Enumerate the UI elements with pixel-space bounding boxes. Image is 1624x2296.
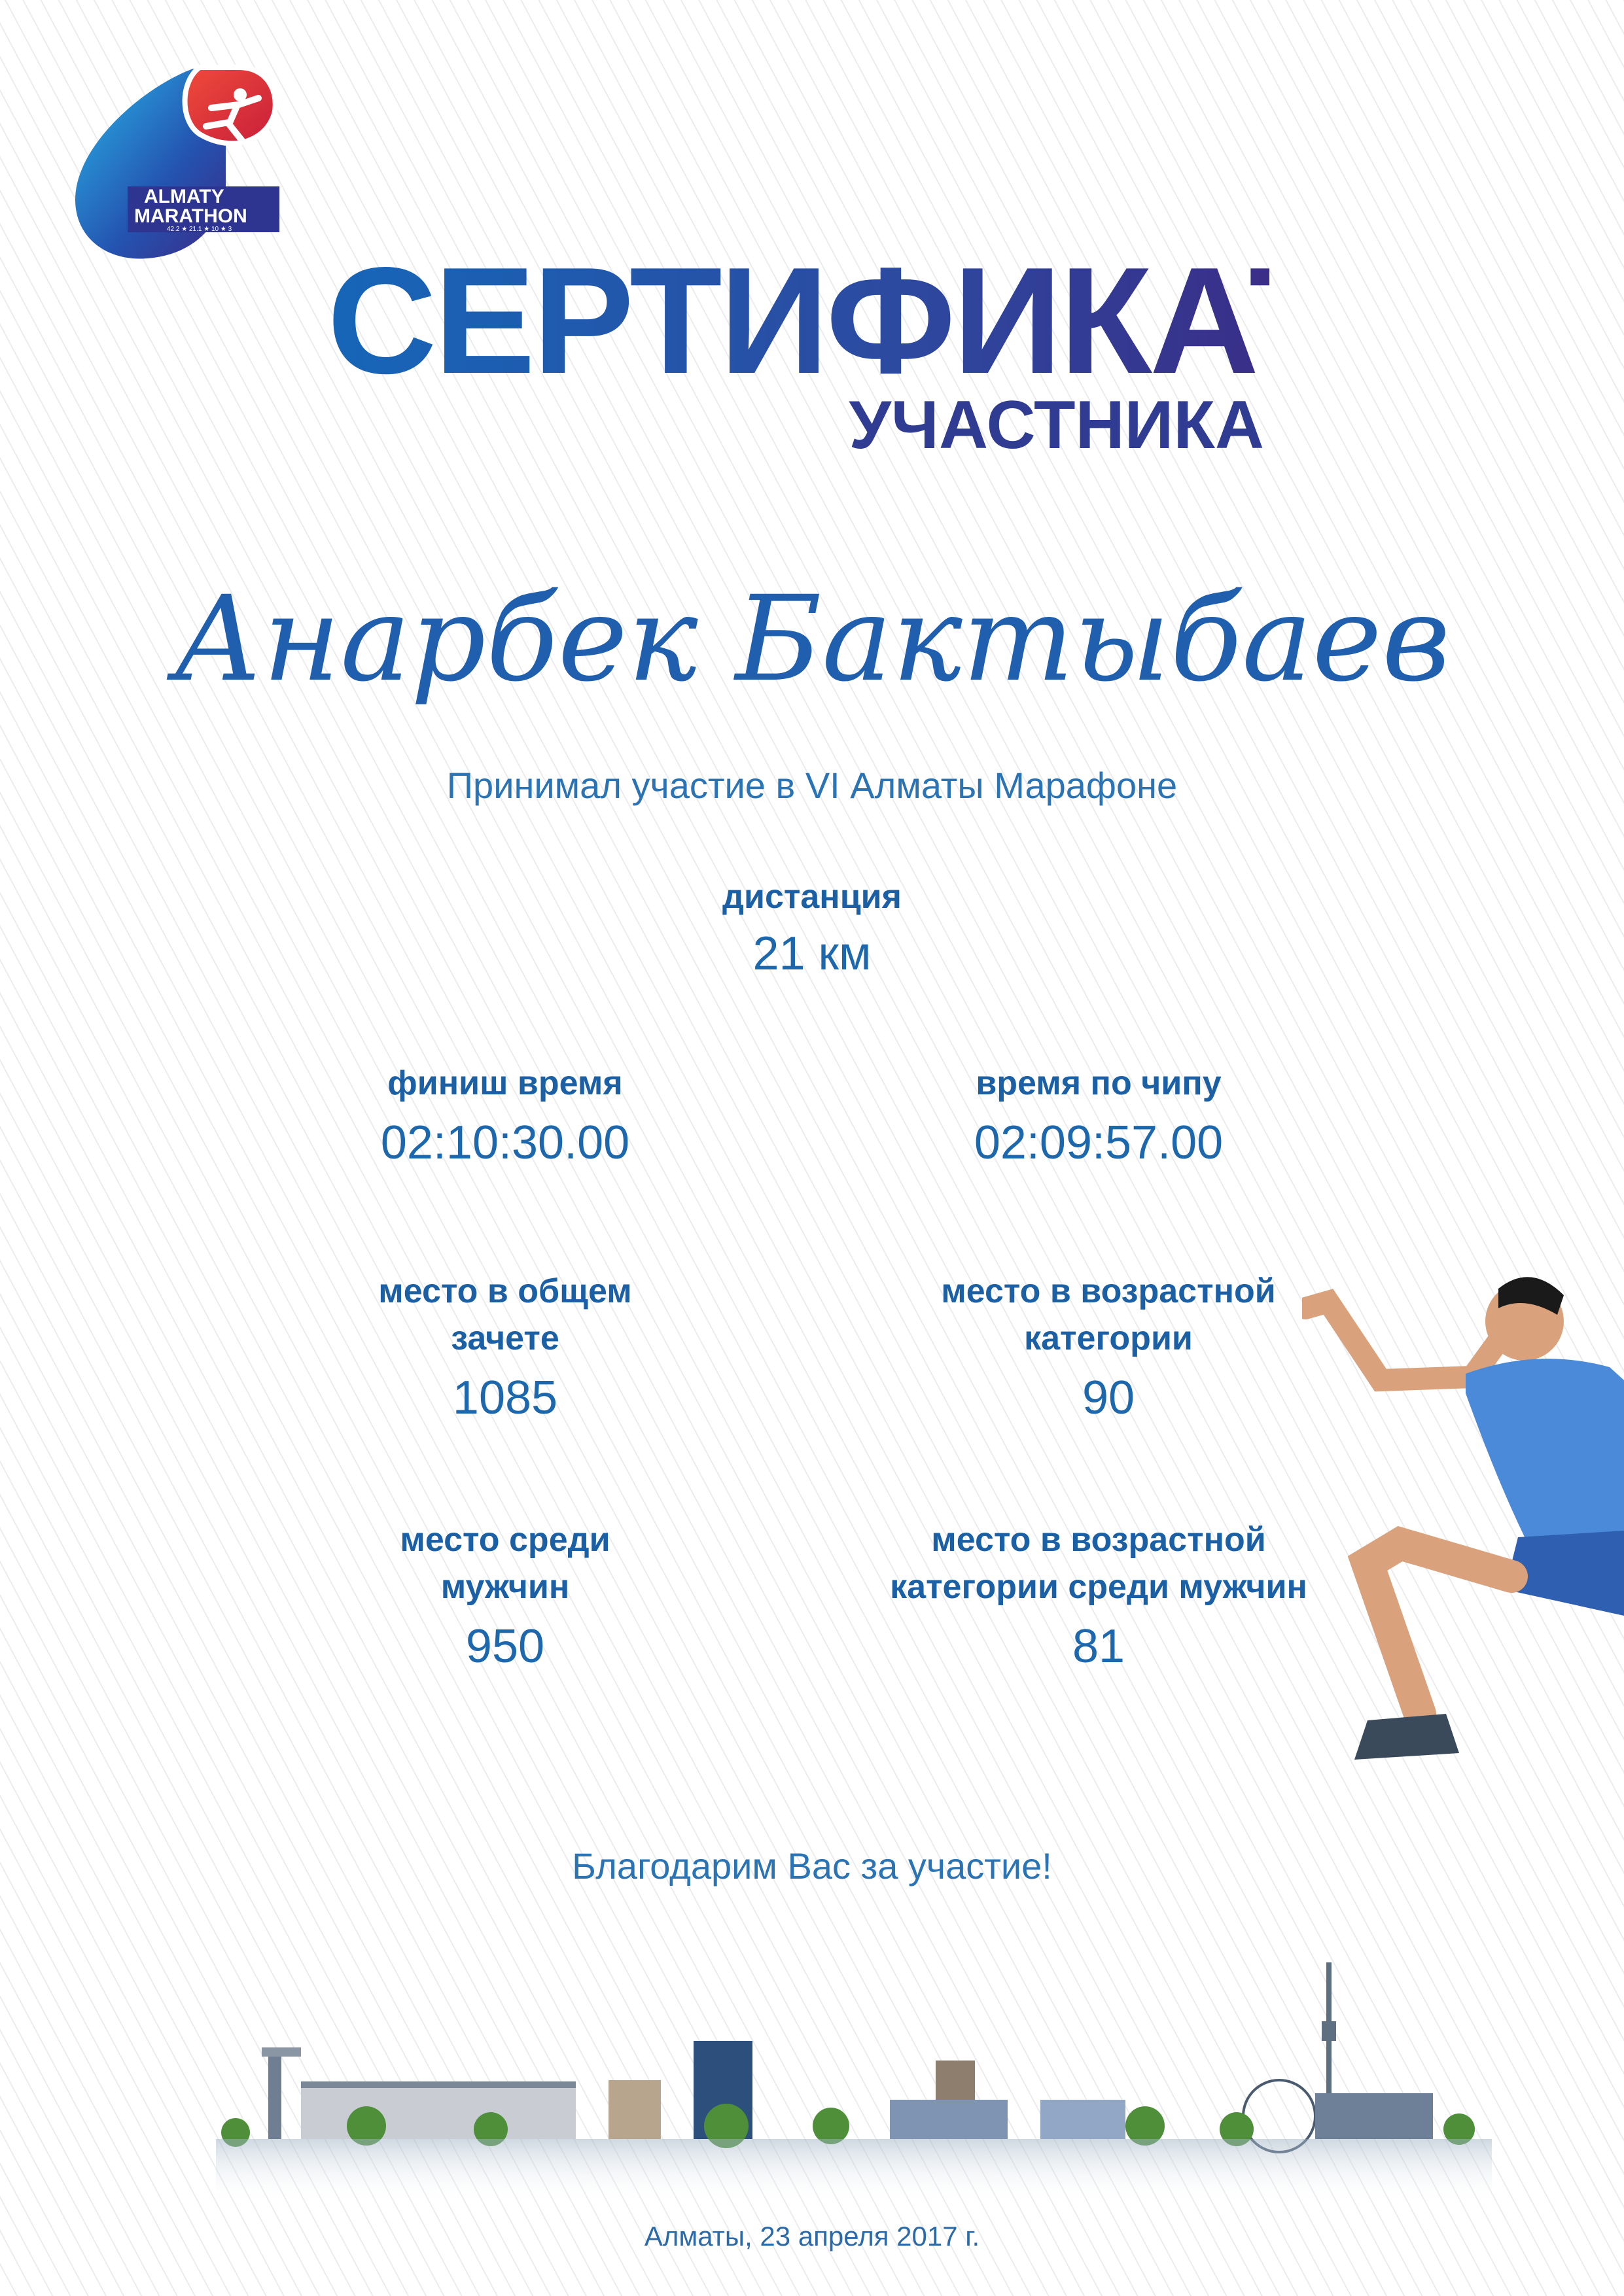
event-date: Алматы, 23 апреля 2017 г.	[644, 2221, 980, 2252]
distance-block	[616, 873, 1008, 981]
logo-text-distances: 42.2 ★ 21.1 ★ 10 ★ 3	[167, 226, 232, 233]
almaty-skyline-image	[216, 1930, 1492, 2204]
certificate-title: СЕРТИФИКАТ	[327, 236, 1339, 406]
runner-image	[1302, 1262, 1624, 1792]
logo-text-marathon: MARATHON	[134, 205, 247, 227]
almaty-marathon-logo	[69, 62, 285, 265]
thanks-text: Благодарим Вас за участие!	[572, 1845, 1052, 1887]
finish-time-label: финиш время	[387, 1064, 623, 1102]
certificate-subtitle: УЧАСТНИКА	[849, 387, 1264, 463]
men-age-category-place-label: место в возрастной категории среди мужчин	[890, 1521, 1307, 1606]
participation-text: Принимал участие в VI Алматы Марафоне	[446, 765, 1178, 806]
age-category-place-label: место в возрастной категории	[941, 1272, 1276, 1357]
men-place-block	[374, 1516, 636, 1673]
finish-time-block	[309, 1060, 701, 1170]
overall-place-label: место в общем зачете	[378, 1272, 632, 1357]
men-place-label: место среди мужчин	[400, 1521, 610, 1606]
distance-value: 21 км	[752, 928, 872, 980]
chip-time-label: время по чипу	[976, 1064, 1222, 1102]
overall-place-block	[342, 1268, 669, 1425]
men-place-value: 950	[465, 1620, 545, 1673]
chip-time-block	[902, 1060, 1295, 1170]
men-age-category-place-value: 81	[1072, 1620, 1125, 1673]
age-category-place-value: 90	[1082, 1372, 1135, 1424]
chip-time-value: 02:09:57.00	[974, 1117, 1224, 1169]
overall-place-value: 1085	[452, 1372, 558, 1424]
logo-text-almaty: ALMATY	[144, 186, 224, 207]
men-age-category-place-block	[850, 1516, 1347, 1673]
finish-time-value: 02:10:30.00	[380, 1117, 630, 1169]
participant-name: Анарбек Бактыбаев	[173, 571, 1451, 708]
distance-label: дистанция	[722, 878, 902, 916]
age-category-place-block	[902, 1268, 1315, 1425]
